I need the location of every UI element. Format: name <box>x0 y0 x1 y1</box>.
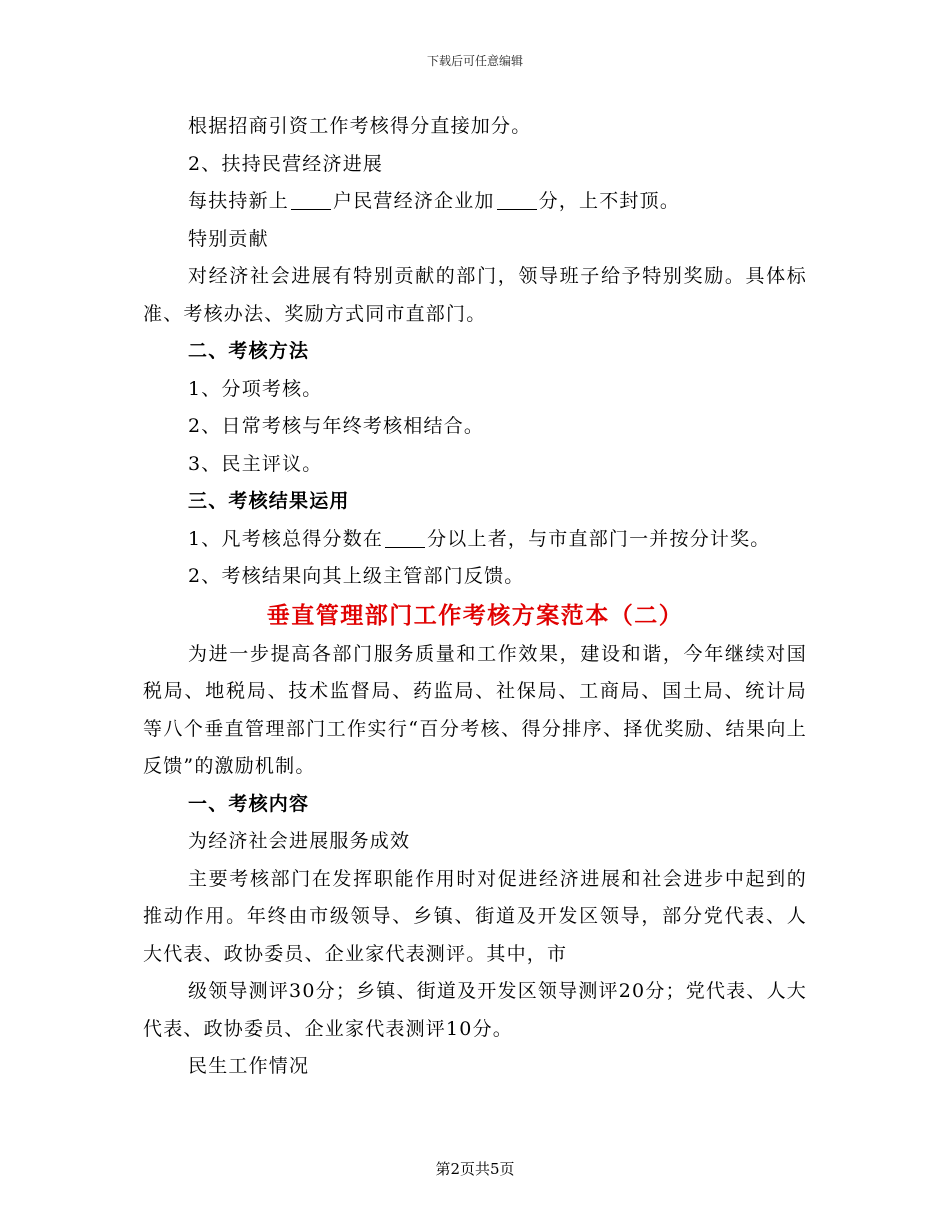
section-heading: 二、考核方法 <box>188 340 310 362</box>
document-title: 垂直管理部门工作考核方案范本（二） <box>266 601 684 629</box>
paragraph: 民生工作情况 <box>188 1055 310 1077</box>
paragraph <box>143 521 807 559</box>
text-span: 户民营经济企业加 <box>333 190 495 212</box>
section-heading: 一、考核内容 <box>188 792 310 815</box>
document-body <box>143 108 807 1086</box>
paragraph: 根据招商引资工作考核得分直接加分。 <box>188 115 532 137</box>
fill-in-blank <box>497 190 537 210</box>
text-span: 每扶持新上 <box>188 190 290 212</box>
paragraph <box>143 183 807 221</box>
paragraph: 2、扶持民营经济进展 <box>188 152 384 175</box>
paragraph: 主要考核部门在发挥职能作用时对促进经济进展和社会进步中起到的推动作用。年终由市级领导、乡镇、街道及开发区领导，部分党代表、人大代表、政协委员、企业家代表测评。其中，市 <box>143 867 807 965</box>
paragraph: 特别贡献 <box>188 227 269 250</box>
paragraph: 2、考核结果向其上级主管部门反馈。 <box>188 565 525 587</box>
paragraph: 为经济社会进展服务成效 <box>188 830 411 852</box>
fill-in-blank <box>385 528 425 548</box>
text-span: 1、凡考核总得分数在 <box>188 527 384 550</box>
paragraph: 为进一步提高各部门服务质量和工作效果，建设和谐，今年继续对国税局、地税局、技术监督局、药监局、社保局、工商局、国土局、统计局等八个垂直管理部门工作实行“百分考核、得分排序、择优奖励、结果向上反馈”的激励机制。 <box>143 642 807 777</box>
paragraph: 对经济社会进展有特别贡献的部门，领导班子给予特别奖励。具体标准、考核办法、奖励方式同市直部门。 <box>143 265 807 325</box>
page-footer: 第2页共5页 <box>435 1160 515 1178</box>
paragraph: 2、日常考核与年终考核相结合。 <box>188 415 485 437</box>
fill-in-blank <box>291 190 331 210</box>
paragraph: 3、民主评议。 <box>188 452 323 475</box>
text-span: 分，上不封顶。 <box>538 190 681 212</box>
paragraph: 1、分项考核。 <box>188 377 323 400</box>
page-header: 下载后可任意编辑 <box>426 54 523 68</box>
text-span: 分以上者，与市直部门一并按分计奖。 <box>427 527 771 550</box>
paragraph: 级领导测评30分；乡镇、街道及开发区领导测评20分；党代表、人大代表、政协委员、企业家代表测评10分。 <box>143 980 807 1040</box>
section-heading: 三、考核结果运用 <box>188 490 350 512</box>
